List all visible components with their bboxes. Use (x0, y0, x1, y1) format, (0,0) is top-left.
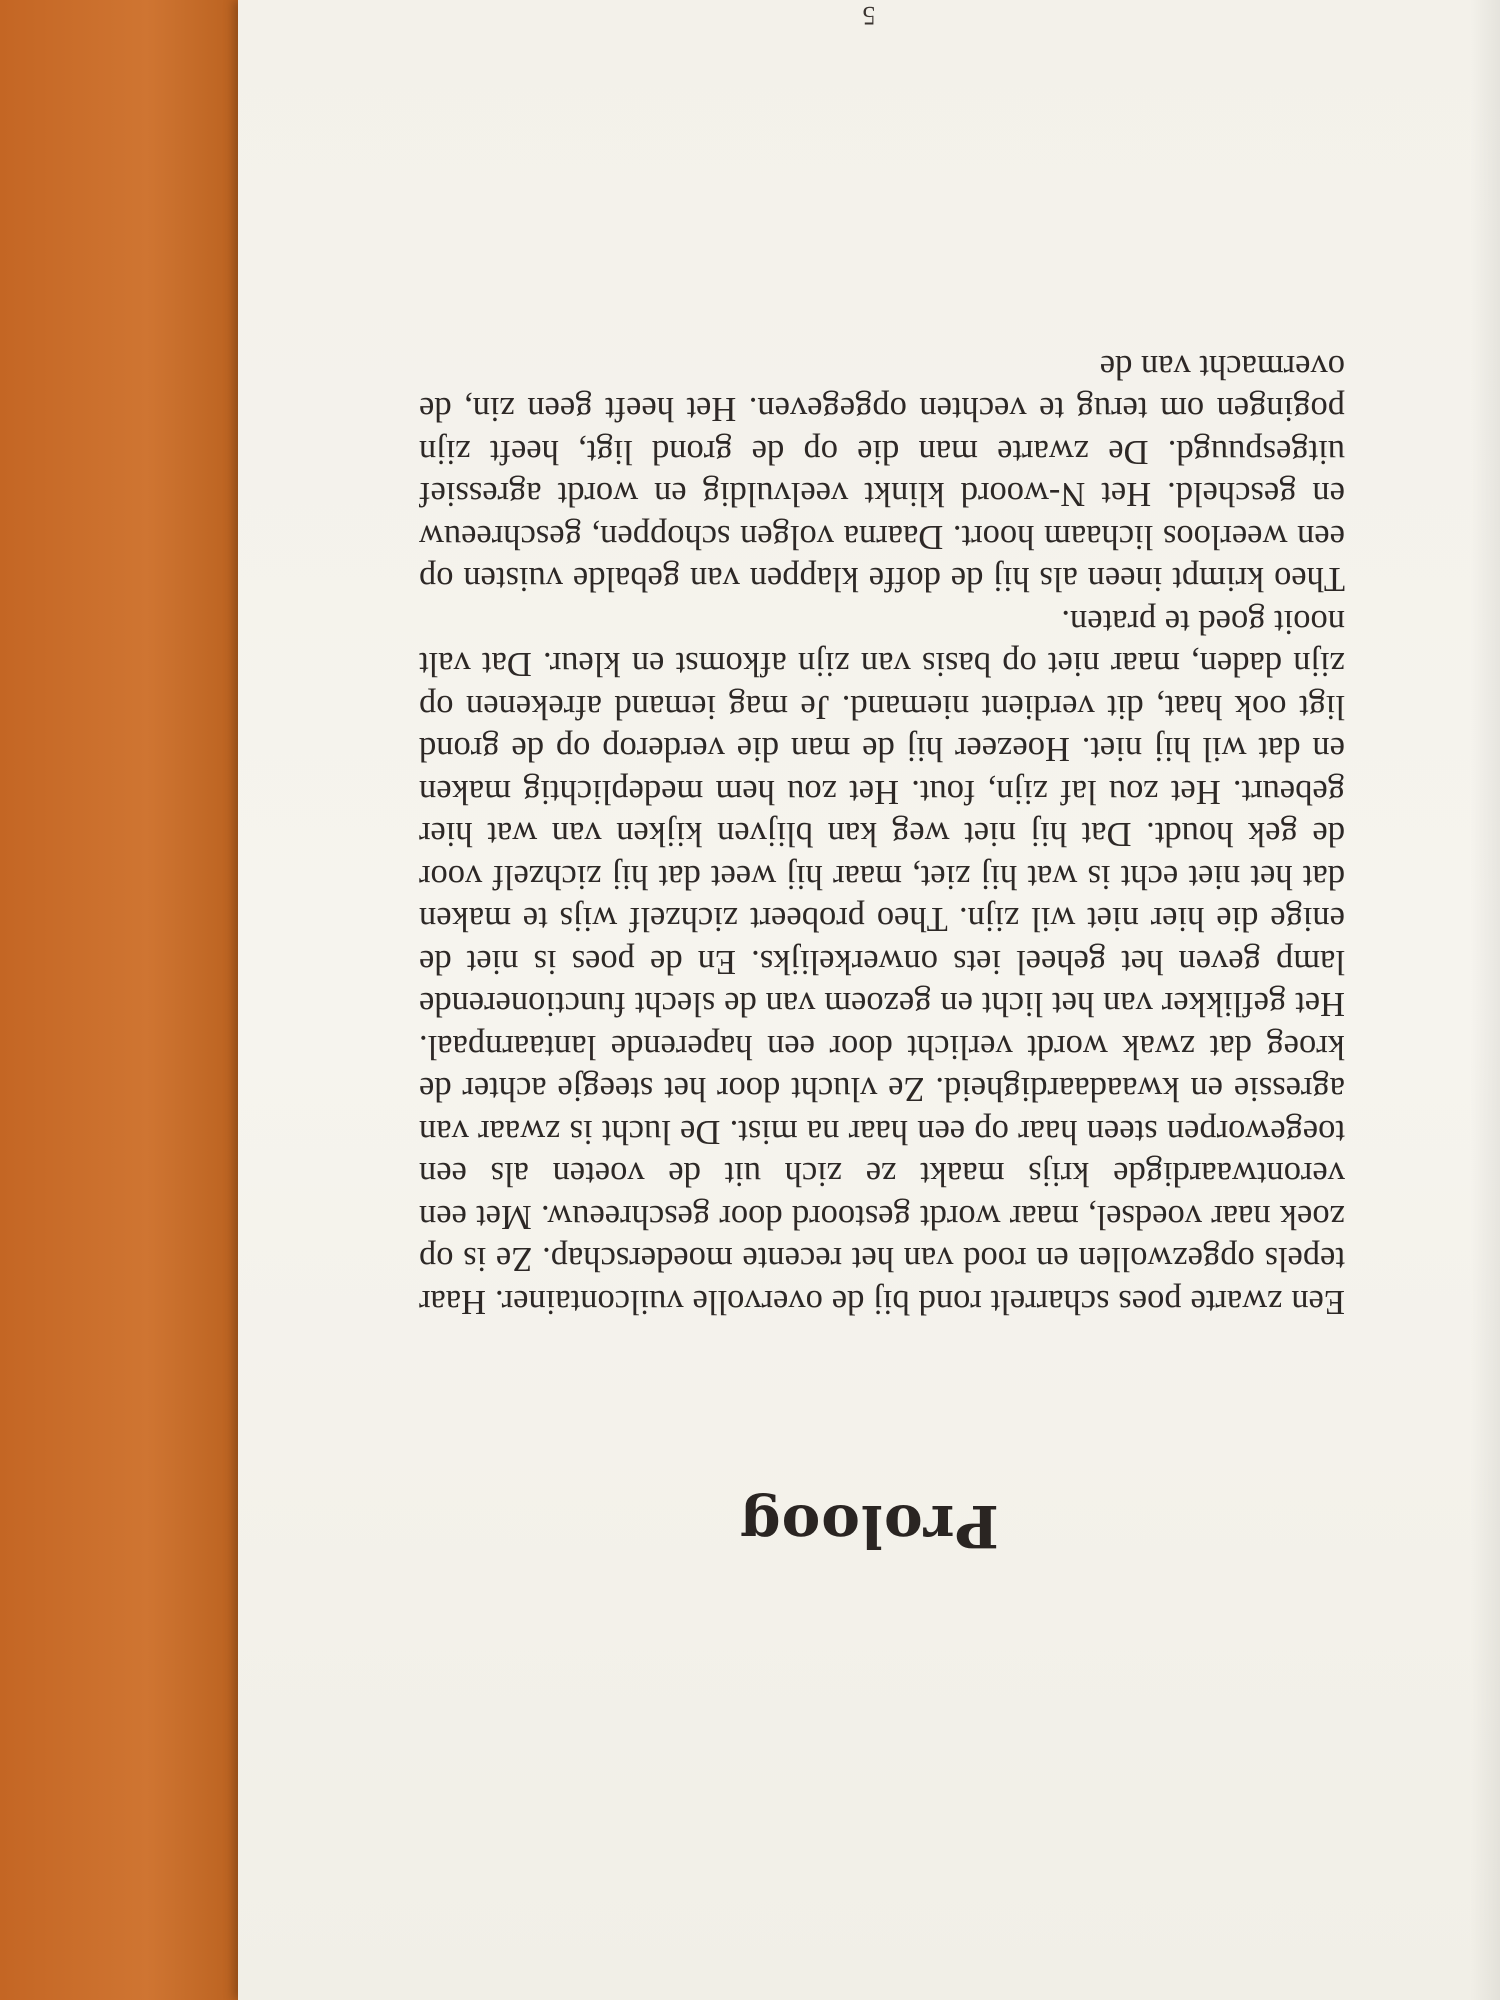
paragraph-2: Theo krimpt ineen als hij de doffe klappen van gebalde vuisten op een weerloos lichaam hoort. Daarna volgen schoppen, geschreeuw en gescheld. Het N-woord klinkt veelvuldig en wordt agressief uitgespuugd. De zwarte man die op de grond ligt, heeft zijn pogingen om terug te vechten opgegeven. Het heeft geen zin, de overmacht van de (419, 348, 1345, 599)
page-content-inverted (238, 0, 1500, 2000)
chapter-body (419, 346, 1345, 1324)
page-number: 5 (862, 1, 876, 30)
chapter-title: Proloog (739, 1492, 999, 1560)
table-surface (0, 0, 245, 2000)
paragraph-1: Een zwarte poes scharrelt rond bij de overvolle vuilcontainer. Haar tepels opgezwollen en rood van het recente moederschap. Ze is op zoek naar voedsel, maar wordt gestoord door geschreeuw. Met een verontwaardigde krijs maakt ze zich uit de voeten als een toegeworpen steen haar op een haar na mist. De lucht is zwaar van agressie en kwaadaardigheid. Ze vlucht door het steegje achter de kroeg dat zwak wordt verlicht door een haperende lantaarnpaal. Het geflikker van het licht en gezoem van de slecht functionerende lamp geven het geheel iets onwerkelijks. En de poes is niet de enige die hier niet wil zijn. Theo probeert zichzelf wijs te maken dat het niet echt is wat hij ziet, maar hij weet dat hij zichzelf voor de gek houdt. Dat hij niet weg kan blijven kijken van wat hier gebeurt. Het zou laf zijn, fout. Het zou hem medeplichtig maken en dat wil hij niet. Hoezeer hij de man die verderop op de grond ligt ook haat, dit verdient niemand. Je mag iemand afrekenen op zijn daden, maar niet op basis van zijn afkomst en kleur. Dat valt nooit goed te praten. (419, 603, 1345, 1321)
book-page (238, 0, 1500, 2000)
